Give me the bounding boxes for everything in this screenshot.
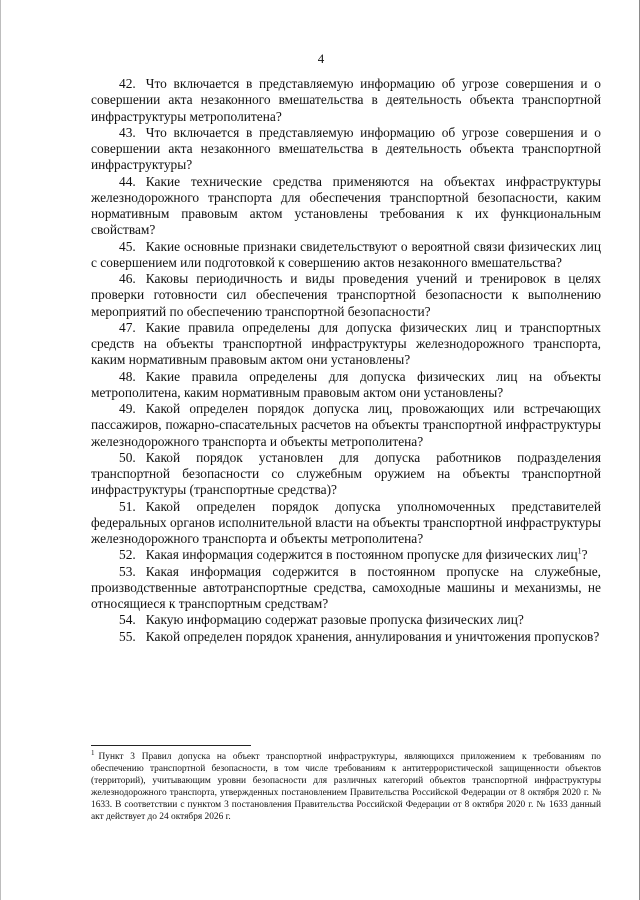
question-text: Какие технические средства применяются на объектах инфраструктуры железнодорожного транспорта для обеспечения транспортной безопасности, каким нормативным правовым актом установлены требования к их функциональным свойствам?	[91, 173, 601, 238]
question-number: 43.	[119, 124, 136, 140]
question-text: Какой определен порядок допуска уполномоченных представителей федеральных органов исполнительной власти на объекты транспортной инфраструктуры железнодорожного транспорта и объекты метрополитена?	[91, 498, 601, 546]
question-item	[91, 499, 601, 548]
question-number: 55.	[119, 628, 136, 644]
question-item	[91, 629, 601, 645]
question-number: 48.	[119, 368, 136, 384]
question-item	[91, 239, 601, 272]
footnote-divider	[91, 745, 251, 746]
question-item	[91, 612, 601, 628]
footnote-text: Пункт 3 Правил допуска на объект транспортной инфраструктуры, являющихся приложением к требованиям по обеспечению транспортной безопасности, в том числе требованиям к антитеррористической защищенности объектов (территорий), учитывающим уровни безопасности для различных категорий объектов транспортной инфраструктуры железнодорожного транспорта, утвержденных постановлением Правительства Российской Федерации от 8 октября 2020 г. № 1633. В соответствии с пунктом 3 постановления Правительства Российской Федерации от 8 октября 2020 г. № 1633 данный акт действует до 24 октября 2026 г.	[91, 752, 601, 822]
question-number: 45.	[119, 238, 136, 254]
question-item	[91, 564, 601, 613]
footnote-reference: 1	[577, 546, 582, 556]
question-number: 46.	[119, 271, 136, 286]
question-number: 44.	[119, 173, 136, 189]
question-list	[91, 76, 601, 645]
question-text: Какие правила определены для допуска физических лиц и транспортных средств на объекты транспортной инфраструктуры железнодорожного транспорта, каким нормативным правовым актом они установлены?	[91, 319, 601, 368]
question-number: 51.	[119, 498, 136, 514]
question-number: 52.	[119, 547, 136, 563]
question-number: 49.	[119, 401, 136, 416]
question-text: Что включается в представляемую информацию об угрозе совершения и о совершении акта незаконного вмешательства в деятельность объекта транспортной инфраструктуры метрополитена?	[91, 76, 601, 124]
question-item	[91, 320, 601, 369]
question-text-tail: ?	[581, 547, 588, 563]
question-text: Какие правила определены для допуска физических лиц на объекты метрополитена, каким нормативным правовым актом они установлены?	[91, 368, 601, 400]
question-number: 42.	[119, 76, 136, 91]
question-text: Какие основные признаки свидетельствуют о вероятной связи физических лиц с совершением или подготовкой к совершению актов незаконного вмешательства?	[91, 238, 601, 270]
question-number: 50.	[119, 449, 136, 465]
question-item	[91, 401, 601, 450]
question-item	[91, 547, 601, 563]
question-item	[91, 369, 601, 402]
question-number: 54.	[119, 612, 136, 628]
question-item	[91, 76, 601, 125]
question-text: Какая информация содержится в постоянном пропуске для физических лиц	[145, 547, 578, 563]
question-item	[91, 125, 601, 174]
page-number: 4	[317, 51, 325, 66]
question-text: Каковы периодичность и виды проведения учений и тренировок в целях проверки готовности сил обеспечения транспортной безопасности к выполнению мероприятий по обеспечению транспортной безопасности?	[91, 271, 601, 319]
question-text: Что включается в представляемую информацию об угрозе совершения и о совершении акта незаконного вмешательства в деятельность объекта транспортной инфраструктуры?	[91, 124, 601, 173]
question-text: Какую информацию содержат разовые пропуска физических лиц?	[145, 612, 524, 628]
question-number: 47.	[119, 319, 136, 335]
question-text: Какой порядок установлен для допуска работников подразделения транспортной безопасности со служебным оружием на объекты транспортной инфраструктуры (транспортные средства)?	[91, 449, 601, 498]
question-number: 53.	[119, 563, 136, 579]
footnote-mark: 1	[91, 748, 95, 757]
question-text: Какой определен порядок допуска лиц, провожающих или встречающих пассажиров, пожарно-спасательных расчетов на объекты транспортной инфраструктуры железнодорожного транспорта и объекты метрополитена?	[91, 401, 601, 449]
footnote	[91, 748, 601, 823]
question-item	[91, 450, 601, 499]
question-text: Какая информация содержится в постоянном пропуске на служебные, производственные автотранспортные средства, самоходные машины и механизмы, не относящиеся к транспортным средствам?	[91, 563, 601, 611]
question-text: Какой определен порядок хранения, аннулирования и уничтожения пропусков?	[145, 628, 600, 644]
question-item	[91, 271, 601, 320]
question-item	[91, 174, 601, 239]
